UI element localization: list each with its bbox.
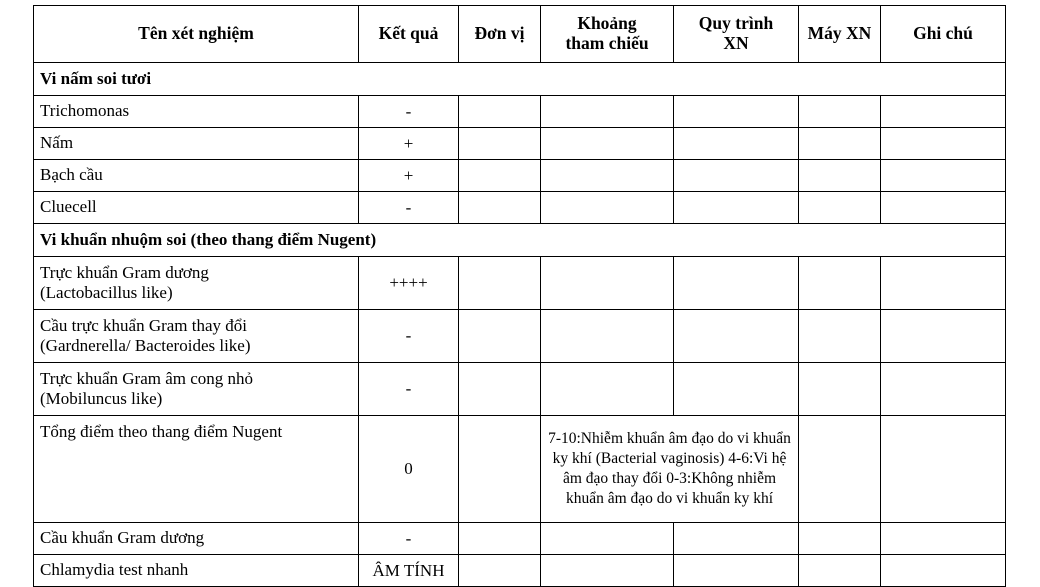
row-result: 0 [359,416,459,523]
row-procedure [674,555,799,587]
row-machine [799,523,881,555]
row-reference-range [541,363,674,416]
header-reference-range-line2: tham chiếu [565,33,649,53]
row-machine [799,363,881,416]
row-unit [459,523,541,555]
header-reference-range-line1: Khoảng [577,13,637,34]
row-machine [799,96,881,128]
row-reference-range [541,96,674,128]
row-reference-range [541,257,674,310]
row-unit [459,555,541,587]
row-unit [459,192,541,224]
row-result: - [359,363,459,416]
row-machine [799,310,881,363]
row-note [881,363,1006,416]
lab-result-sheet [33,5,1005,587]
header-reference-range [541,6,674,63]
header-row [34,6,1006,63]
row-unit [459,363,541,416]
row-test-name: Nấm [34,128,359,160]
row-result: - [359,96,459,128]
row-procedure [674,310,799,363]
row-procedure [674,363,799,416]
row-reference-range [541,523,674,555]
row-note [881,555,1006,587]
header-machine: Máy XN [799,6,881,63]
row-procedure [674,192,799,224]
row-note [881,96,1006,128]
table-row [34,128,1006,160]
header-note: Ghi chú [881,6,1006,63]
row-unit [459,160,541,192]
row-unit [459,257,541,310]
row-test-name [34,257,359,310]
header-unit: Đơn vị [459,6,541,63]
row-machine [799,192,881,224]
table-row [34,523,1006,555]
row-result: - [359,192,459,224]
row-test-name: Tổng điểm theo thang điểm Nugent [34,416,359,523]
row-machine [799,555,881,587]
row-procedure [674,128,799,160]
row-procedure [674,257,799,310]
row-reference-range [541,160,674,192]
row-procedure [674,96,799,128]
row-unit [459,310,541,363]
table-row [34,555,1006,587]
row-result: - [359,523,459,555]
row-note [881,192,1006,224]
table-row [34,192,1006,224]
table-row [34,416,1006,523]
row-unit [459,96,541,128]
row-note [881,128,1006,160]
row-test-name-sub: (Lactobacillus like) [40,283,173,302]
row-note [881,310,1006,363]
row-unit [459,416,541,523]
row-test-name-sub: (Gardnerella/ Bacteroides like) [40,336,251,355]
row-test-name-main: Cầu trực khuẩn Gram thay đổi [40,315,248,335]
row-note [881,416,1006,523]
section-row-gram-stain-nugent [34,224,1006,257]
row-machine [799,128,881,160]
row-procedure [674,523,799,555]
row-result: - [359,310,459,363]
section-title: Vi khuẩn nhuộm soi (theo thang điểm Nugent) [34,224,1006,257]
row-test-name: Chlamydia test nhanh [34,555,359,587]
row-reference-range: 7-10:Nhiễm khuẩn âm đạo do vi khuẩn ky khí (Bacterial vaginosis) 4-6:Vi hệ âm đạo thay đổi 0-3:Không nhiễm khuẩn âm đạo do vi khuẩn ky khí [541,416,799,523]
table-body [34,63,1006,587]
row-result: ÂM TÍNH [359,555,459,587]
header-result: Kết quả [359,6,459,63]
table-row [34,96,1006,128]
row-test-name: Trichomonas [34,96,359,128]
row-reference-range [541,310,674,363]
table-row [34,160,1006,192]
section-title: Vi nấm soi tươi [34,63,1006,96]
header-procedure-line2: XN [723,33,749,53]
header-test-name: Tên xét nghiệm [34,6,359,63]
row-reference-range [541,128,674,160]
row-machine [799,416,881,523]
header-procedure-line1: Quy trình [698,13,774,34]
row-machine [799,257,881,310]
row-note [881,257,1006,310]
row-test-name-sub: (Mobiluncus like) [40,389,163,408]
row-machine [799,160,881,192]
row-result: + [359,160,459,192]
table-row [34,310,1006,363]
row-reference-range [541,555,674,587]
row-test-name-main: Trực khuẩn Gram dương [40,262,209,282]
row-result: + [359,128,459,160]
row-test-name: Cầu khuẩn Gram dương [34,523,359,555]
table-row [34,257,1006,310]
section-row-fungal-wet-mount [34,63,1006,96]
row-procedure [674,160,799,192]
row-unit [459,128,541,160]
table-row [34,363,1006,416]
row-result: ++++ [359,257,459,310]
row-note [881,523,1006,555]
row-reference-range [541,192,674,224]
row-test-name: Bạch cầu [34,160,359,192]
lab-results-table [33,5,1006,587]
header-procedure [674,6,799,63]
row-test-name [34,363,359,416]
table-header [34,6,1006,63]
row-test-name [34,310,359,363]
row-test-name-main: Trực khuẩn Gram âm cong nhỏ [40,368,254,388]
row-note [881,160,1006,192]
row-test-name: Cluecell [34,192,359,224]
